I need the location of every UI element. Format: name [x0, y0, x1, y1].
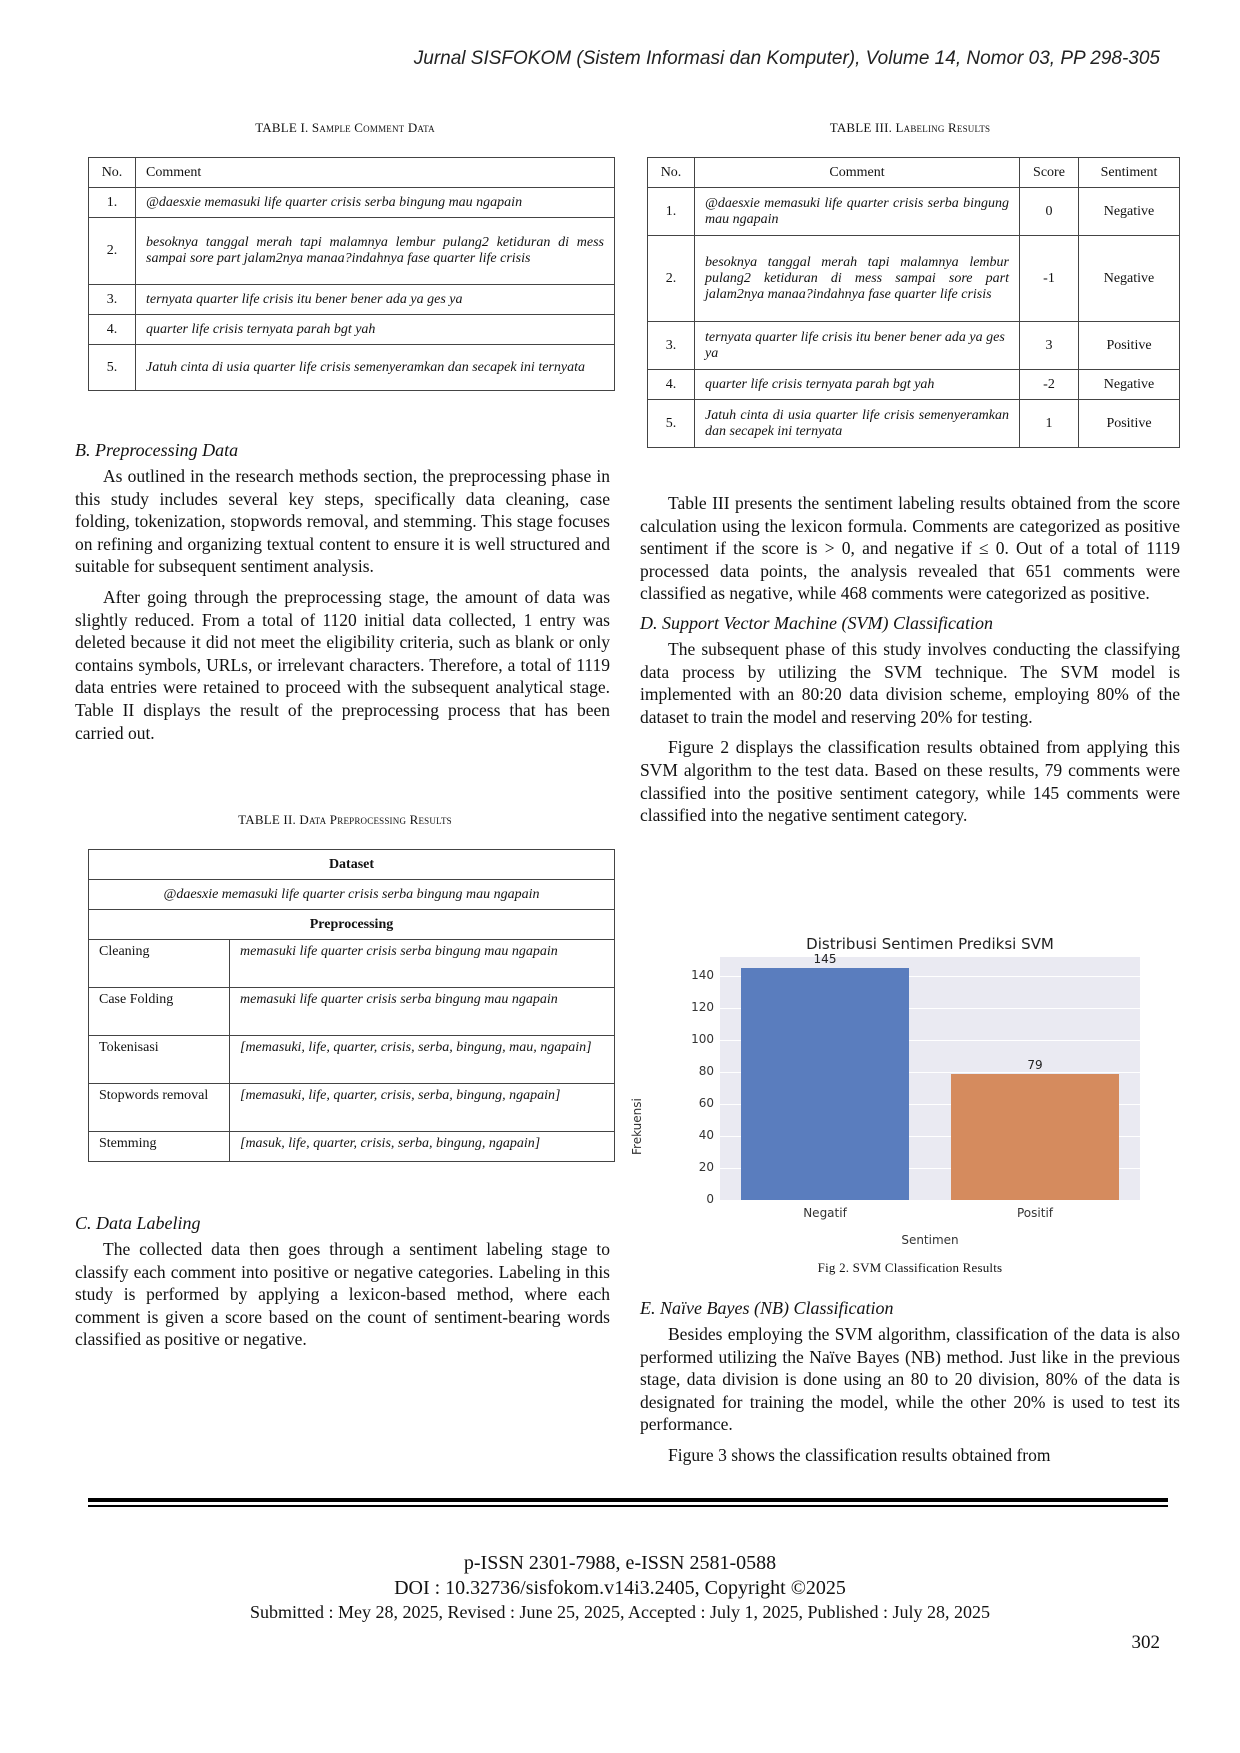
cell-comment: Jatuh cinta di usia quarter life crisis semenyeramkan dan secapek ini ternyata [136, 345, 615, 391]
cell-comment: ternyata quarter life crisis itu bener bener ada ya ges ya [136, 285, 615, 315]
cell-sentiment: Positive [1079, 400, 1180, 448]
y-tick-label: 100 [691, 1032, 714, 1047]
step-result: memasuki life quarter crisis serba bingung mau ngapain [230, 940, 615, 988]
y-axis-label: Frekuensi [630, 1098, 644, 1155]
bar-positif [951, 1074, 1119, 1200]
footer-rule-thin [88, 1505, 1168, 1507]
cell-sentiment: Positive [1079, 322, 1180, 370]
section-e-heading: E. Naïve Bayes (NB) Classification [640, 1298, 894, 1318]
cell-no: 1. [89, 188, 136, 218]
cell-no: 2. [89, 218, 136, 285]
cell-comment: quarter life crisis ternyata parah bgt yah [136, 315, 615, 345]
gridline [720, 1200, 1140, 1201]
submission-dates: Submitted : Mey 28, 2025, Revised : June 25, 2025, Accepted : July 1, 2025, Published : July 28, 2025 [250, 1602, 990, 1622]
y-tick-label: 60 [698, 1096, 714, 1111]
caption-title: Data Preprocessing Results [299, 812, 452, 827]
cell-score: 1 [1020, 400, 1079, 448]
caption-title: Sample Comment Data [311, 120, 435, 135]
cell-sentiment: Negative [1079, 370, 1180, 400]
cell-no: 5. [89, 345, 136, 391]
step-name: Case Folding [89, 988, 230, 1036]
header-comment: Comment [695, 158, 1020, 188]
header-sentiment: Sentiment [1079, 158, 1180, 188]
right-text-top [640, 492, 1180, 827]
cell-score: 0 [1020, 188, 1079, 236]
caption-title: Labeling Results [895, 120, 991, 135]
cell-no: 3. [89, 285, 136, 315]
cell-comment: ternyata quarter life crisis itu bener bener ada ya ges ya [695, 322, 1020, 370]
y-tick-label: 140 [691, 968, 714, 983]
section-d-heading: D. Support Vector Machine (SVM) Classification [640, 612, 993, 633]
table2-caption [75, 812, 615, 828]
table-row [89, 1132, 615, 1162]
table-row [89, 940, 615, 988]
table3-labeling-results [647, 157, 1180, 448]
section-b-paragraph-2: After going through the preprocessing stage, the amount of data was slightly reduced. From a total of 1120 initial data collected, 1 entry was deleted because it did not meet the eligibility criteria, such as blank or only contains symbols, URLs, or irrelevant characters. Therefore, a total of 1119 data entries were retained to proceed with the subsequent analytical stage. Table II displays the result of the preprocessing process that has been carried out. [75, 586, 610, 743]
step-name: Cleaning [89, 940, 230, 988]
step-result: [memasuki, life, quarter, crisis, serba, bingung, ngapain] [230, 1084, 615, 1132]
issn: p-ISSN 2301-7988, e-ISSN 2581-0588 [463, 1552, 777, 1574]
table-row [89, 188, 615, 218]
cell-score: -2 [1020, 370, 1079, 400]
cell-no: 5. [648, 400, 695, 448]
section-b [75, 440, 610, 744]
y-tick-label: 120 [691, 1000, 714, 1015]
cell-comment: besoknya tanggal merah tapi malamnya lembur pulang2 ketiduran di mess sampai sore part jalam2nya manaa?indahnya fase quarter life crisis [695, 236, 1020, 322]
header-no: No. [89, 158, 136, 188]
cell-no: 2. [648, 236, 695, 322]
cell-score: 3 [1020, 322, 1079, 370]
y-tick-label: 20 [698, 1160, 714, 1175]
header-score: Score [1020, 158, 1079, 188]
table-row [89, 218, 615, 285]
caption-prefix: TABLE II. [238, 812, 300, 827]
step-result: memasuki life quarter crisis serba bingung mau ngapain [230, 988, 615, 1036]
table-row [89, 315, 615, 345]
caption-prefix: TABLE III. [829, 120, 896, 135]
section-e-paragraph-1: Besides employing the SVM algorithm, classification of the data is also performed utilizing the Naïve Bayes (NB) method. Just like in the previous stage, data division is done using an 80 to 20 division, 80% of the data is designated for training the model, while the other 20% is used to test its performance. [640, 1324, 1180, 1435]
bar-negatif [741, 968, 909, 1200]
table-row [89, 345, 615, 391]
chart-title: Distribusi Sentimen Prediksi SVM [806, 935, 1054, 953]
cell-comment: @daesxie memasuki life quarter crisis serba bingung mau ngapain [136, 188, 615, 218]
x-axis-label: Sentimen [901, 1233, 959, 1247]
caption-prefix: TABLE I. [255, 120, 312, 135]
y-tick-label: 80 [698, 1064, 714, 1079]
cell-comment: besoknya tanggal merah tapi malamnya lembur pulang2 ketiduran di mess sampai sore part jalam2nya manaa?indahnya fase quarter life crisis [136, 218, 615, 285]
step-name: Stemming [89, 1132, 230, 1162]
cell-comment: Jatuh cinta di usia quarter life crisis semenyeramkan dan secapek ini ternyata [695, 400, 1020, 448]
table-row [648, 400, 1180, 448]
table2-preprocessing [88, 849, 615, 1162]
cell-no: 4. [89, 315, 136, 345]
table-row [648, 322, 1180, 370]
cell-comment: quarter life crisis ternyata parah bgt yah [695, 370, 1020, 400]
fig2-caption: Fig 2. SVM Classification Results [817, 1260, 1003, 1275]
section-b-heading: B. Preprocessing Data [75, 440, 239, 460]
table1-caption [75, 120, 615, 136]
cell-sentiment: Negative [1079, 236, 1180, 322]
bar-value-label: 79 [1027, 1057, 1043, 1072]
section-e-paragraph-2: Figure 3 shows the classification results obtained from [668, 1444, 1051, 1465]
plot-area [720, 952, 1140, 1200]
bar-value-label: 145 [813, 952, 837, 967]
cell-no: 1. [648, 188, 695, 236]
dataset-value: @daesxie memasuki life quarter crisis serba bingung mau ngapain [89, 880, 615, 910]
step-result: [memasuki, life, quarter, crisis, serba, bingung, mau, ngapain] [230, 1036, 615, 1084]
table3-discussion: Table III presents the sentiment labeling results obtained from the score calculation using the lexicon formula. Comments are categorized as positive sentiment if the score is > 0, and negative if ≤ 0. Out of a total of 1119 processed data points, the analysis revealed that 651 comments were classified as negative, while 468 comments were categorized as positive. [640, 493, 1180, 604]
step-name: Stopwords removal [89, 1084, 230, 1132]
step-result: [masuk, life, quarter, crisis, serba, bingung, ngapain] [230, 1132, 615, 1162]
cell-sentiment: Negative [1079, 188, 1180, 236]
section-c-heading: C. Data Labeling [75, 1213, 201, 1233]
section-e [640, 1298, 1180, 1467]
x-tick-label: Negatif [803, 1206, 847, 1220]
table1-sample-comments [88, 157, 615, 391]
cell-no: 3. [648, 322, 695, 370]
header-comment: Comment [136, 158, 615, 188]
table3-caption [640, 120, 1180, 136]
x-tick-label: Positif [1017, 1206, 1053, 1220]
header-no: No. [648, 158, 695, 188]
table-row [89, 988, 615, 1036]
doi: DOI : 10.32736/sisfokom.v14i3.2405, Copyright ©2025 [394, 1577, 846, 1599]
cell-score: -1 [1020, 236, 1079, 322]
table-row [89, 1084, 615, 1132]
section-c-paragraph-1: The collected data then goes through a sentiment labeling stage to classify each comment into positive or negative categories. Labeling in this study is performed by applying a lexicon-based method, where each comment is given a score based on the count of sentiment-bearing words classified as positive or negative. [75, 1239, 610, 1350]
section-b-paragraph-1: As outlined in the research methods section, the preprocessing phase in this study includes several key steps, specifically data cleaning, case folding, tokenization, stopwords removal, and stemming. This stage focuses on refining and organizing textual content to ensure it is well structured and suitable for subsequent sentiment analysis. [75, 466, 610, 577]
table-row [648, 370, 1180, 400]
table-row [89, 285, 615, 315]
svm-bar-chart [630, 935, 1150, 1260]
preprocessing-header: Preprocessing [89, 910, 615, 940]
cell-no: 4. [648, 370, 695, 400]
table-row [648, 188, 1180, 236]
step-name: Tokenisasi [89, 1036, 230, 1084]
table-row [648, 236, 1180, 322]
page-number: 302 [1131, 1632, 1160, 1653]
table-row [89, 1036, 615, 1084]
section-d-paragraph-2: Figure 2 displays the classification results obtained from applying this SVM algorithm to the test data. Based on these results, 79 comments were classified into the positive sentiment category, while 145 comments were classified into the negative sentiment category. [640, 737, 1180, 826]
section-d-paragraph-1: The subsequent phase of this study involves conducting the classifying data process by utilizing the SVM technique. The SVM model is implemented with an 80:20 data division scheme, employing 80% of the dataset to train the model and reserving 20% for testing. [640, 638, 1180, 727]
y-tick-label: 40 [698, 1128, 714, 1143]
footer-rule-thick [88, 1498, 1168, 1502]
cell-comment: @daesxie memasuki life quarter crisis serba bingung mau ngapain [695, 188, 1020, 236]
journal-header: Jurnal SISFOKOM (Sistem Informasi dan Komputer), Volume 14, Nomor 03, PP 298-305 [413, 48, 1160, 69]
dataset-header: Dataset [89, 850, 615, 880]
y-tick-label: 0 [706, 1192, 714, 1206]
section-c [75, 1213, 610, 1351]
